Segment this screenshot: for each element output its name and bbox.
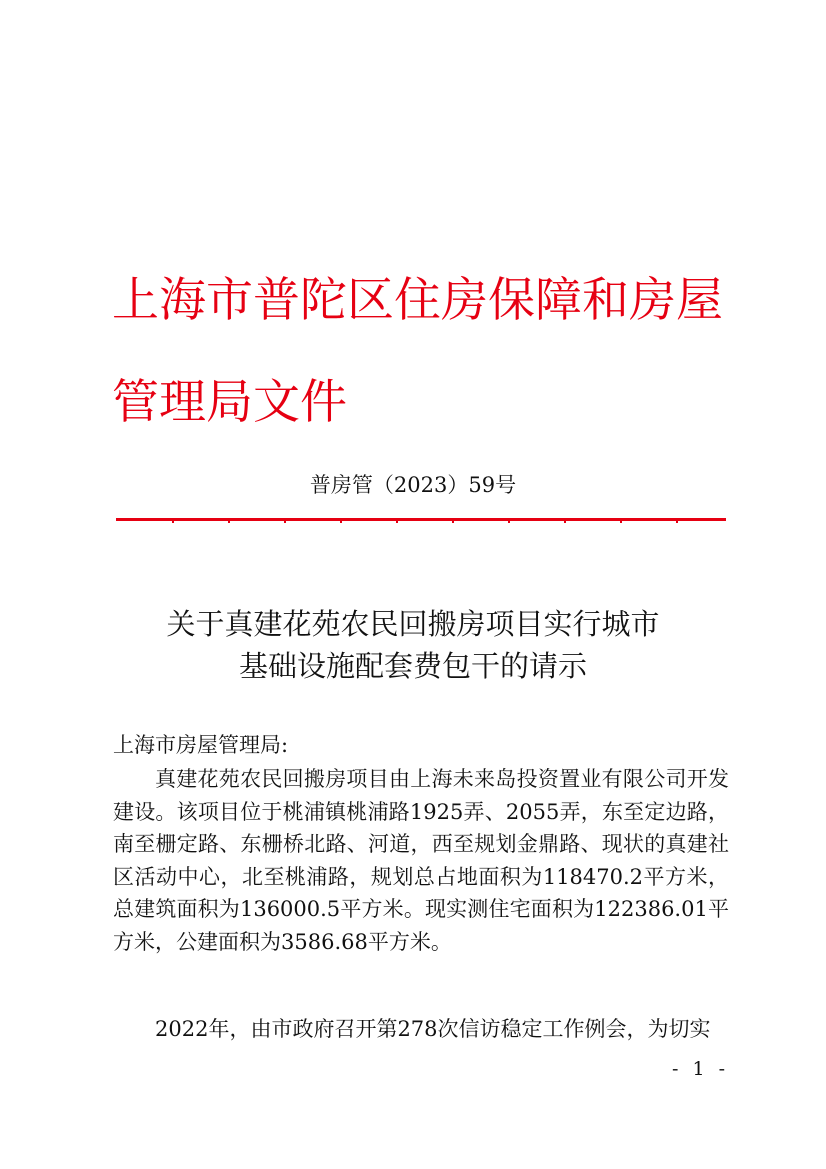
rule-tick: [452, 521, 454, 523]
rule-tick: [284, 521, 286, 523]
body-paragraph: 真建花苑农民回搬房项目由上海未来岛投资置业有限公司开发建设。该项目位于桃浦镇桃浦路1925弄、2055弄，东至定边路，南至栅定路、东栅桥北路、河道，西至规划金鼎路、现状的真建社区活动中心，北至桃浦路，规划总占地面积为118470.2平方米，总建筑面积为136000.5平方米。现实测住宅面积为122386.01平方米，公建面积为3586.68平方米。: [113, 767, 729, 954]
red-header-rule: [116, 518, 726, 521]
rule-tick: [396, 521, 398, 523]
body-paragraph: 2022年，由市政府召开第278次信访稳定工作例会，为切实: [155, 1017, 711, 1041]
rule-tick: [564, 521, 566, 523]
rule-tick: [228, 521, 230, 523]
issuing-authority-title: 上海市普陀区住房保障和房屋管理局文件: [112, 273, 723, 430]
rule-tick: [172, 521, 174, 523]
rule-tick: [340, 521, 342, 523]
subject-line-2: 基础设施配套费包干的请示: [238, 649, 587, 683]
document-number: 普房管（2023）59号: [309, 473, 517, 497]
rule-tick: [508, 521, 510, 523]
page-number: - 1 -: [672, 1058, 730, 1080]
subject-line-1: 关于真建花苑农民回搬房项目实行城市: [166, 607, 660, 641]
addressee: 上海市房屋管理局:: [113, 733, 289, 757]
rule-tick: [620, 521, 622, 523]
rule-tick: [676, 521, 678, 523]
document-subject: [0, 603, 826, 687]
